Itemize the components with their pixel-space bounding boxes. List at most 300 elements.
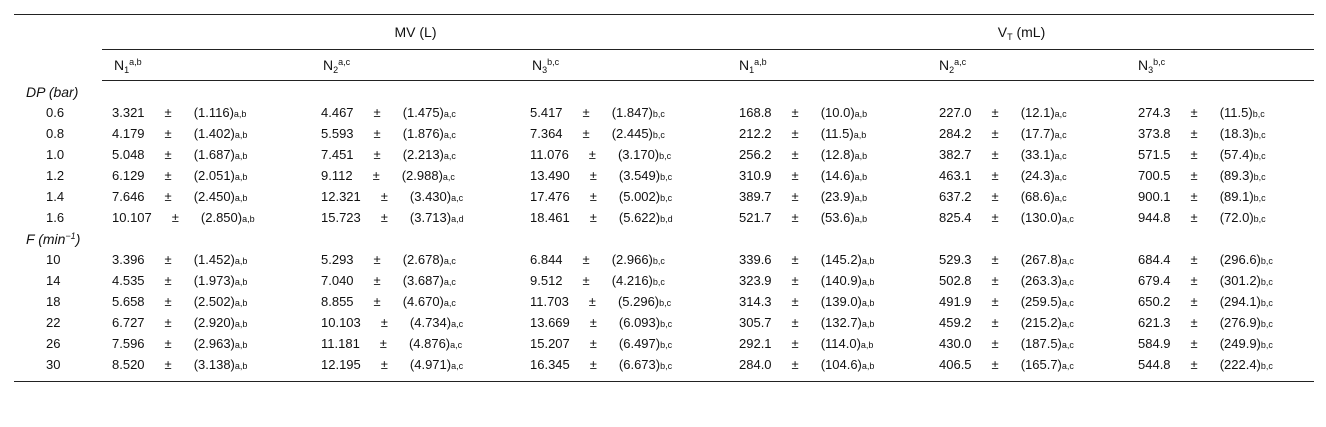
cell-sd: (2.988) (401, 168, 443, 183)
table-cell (929, 354, 1128, 375)
table-cell (311, 102, 520, 123)
cell-mean: 12.321 (321, 189, 361, 204)
cell-sd: (4.971) (409, 357, 452, 372)
plus-minus-sign: ± (791, 273, 799, 288)
cell-mean: 7.596 (112, 336, 145, 351)
table-cell (929, 333, 1128, 354)
cell-sd: (1.876) (402, 126, 444, 141)
section-title-text: DP (bar) (26, 83, 79, 100)
plus-minus-sign: ± (164, 315, 172, 330)
table-cell (1128, 333, 1314, 354)
cell-content: 227.0 ± (12.1) a,c (939, 105, 1067, 120)
cell-mean: 11.076 (530, 147, 569, 162)
plus-minus-sign: ± (791, 168, 799, 183)
table-cell (102, 144, 311, 165)
table-cell (929, 144, 1128, 165)
cell-mean: 8.520 (112, 357, 145, 372)
cell-sd: (140.9) (820, 273, 862, 288)
cell-sd: (10.0) (820, 105, 855, 120)
cell-sd: (1.452) (193, 252, 235, 267)
table-cell (520, 249, 729, 270)
table-cell (102, 333, 311, 354)
cell-mean: 7.364 (530, 126, 563, 141)
cell-sd: (11.5) (1219, 105, 1253, 120)
section-header-row (14, 228, 1314, 249)
cell-mean: 5.593 (321, 126, 354, 141)
plus-minus-sign: ± (1190, 168, 1198, 183)
cell-mean: 284.2 (939, 126, 972, 141)
cell-content: 16.345 ± (6.673) b,c (530, 357, 673, 372)
cell-mean: 13.669 (530, 315, 570, 330)
cell-content: 9.112 ± (2.988) a,c (321, 168, 455, 183)
cell-mean: 544.8 (1138, 357, 1171, 372)
plus-minus-sign: ± (1190, 294, 1198, 309)
cell-mean: 6.844 (530, 252, 563, 267)
table-cell (729, 312, 929, 333)
cell-content: 15.723 ± (3.713) a,d (321, 210, 464, 225)
plus-minus-sign: ± (1190, 105, 1198, 120)
table-cell (520, 270, 729, 291)
plus-minus-sign: ± (380, 357, 388, 372)
cell-mean: 310.9 (739, 168, 772, 183)
cell-content: 15.207 ± (6.497) b,c (530, 336, 673, 351)
table-cell (102, 291, 311, 312)
cell-sd: (5.296) (617, 294, 660, 309)
cell-content: 571.5 ± (57.4) b,c (1138, 147, 1266, 162)
table-cell (929, 312, 1128, 333)
cell-content: 8.520 ± (3.138) a,b (112, 357, 248, 372)
column-header (1128, 50, 1314, 81)
cell-mean: 9.112 (321, 168, 353, 183)
plus-minus-sign: ± (164, 105, 172, 120)
group-header-mv (102, 15, 729, 50)
table-cell (102, 312, 311, 333)
cell-sd: (145.2) (820, 252, 862, 267)
cell-content: 3.321 ± (1.116) a,b (112, 105, 247, 120)
table-cell (929, 165, 1128, 186)
table-body (14, 81, 1314, 382)
cell-sd: (1.475) (402, 105, 444, 120)
cell-content: 3.396 ± (1.452) a,b (112, 252, 248, 267)
cell-content: 621.3 ± (276.9) b,c (1138, 315, 1273, 330)
cell-sd: (3.138) (193, 357, 235, 372)
column-header (929, 50, 1128, 81)
cell-sd: (6.093) (618, 315, 661, 330)
table-cell (729, 291, 929, 312)
cell-mean: 18.461 (530, 210, 570, 225)
cell-sd: (294.1) (1219, 294, 1261, 309)
cell-content: 650.2 ± (294.1) b,c (1138, 294, 1273, 309)
cell-content: 684.4 ± (296.6) b,c (1138, 252, 1273, 267)
cell-sd: (139.0) (820, 294, 862, 309)
cell-sd: (132.7) (820, 315, 862, 330)
cell-sd: (89.1) (1219, 189, 1254, 204)
cell-sd: (2.502) (193, 294, 235, 309)
cell-mean: 502.8 (939, 273, 972, 288)
table-row (14, 312, 1314, 333)
cell-content: 13.490 ± (3.549) b,c (530, 168, 673, 183)
cell-mean: 17.476 (530, 189, 570, 204)
cell-content: 6.727 ± (2.920) a,b (112, 315, 248, 330)
cell-mean: 11.703 (530, 294, 569, 309)
plus-minus-sign: ± (373, 126, 381, 141)
cell-mean: 10.107 (112, 210, 152, 225)
cell-mean: 459.2 (939, 315, 972, 330)
cell-mean: 5.417 (530, 105, 563, 120)
plus-minus-sign: ± (582, 273, 590, 288)
cell-content: 4.467 ± (1.475) a,c (321, 105, 456, 120)
table-cell (102, 102, 311, 123)
cell-content: 323.9 ± (140.9) a,b (739, 273, 875, 288)
plus-minus-sign: ± (582, 252, 590, 267)
cell-content: 11.076 ± (3.170) b,c (530, 147, 672, 162)
cell-content: 6.844 ± (2.966) b,c (530, 252, 665, 267)
plus-minus-sign: ± (791, 252, 799, 267)
table-cell (311, 270, 520, 291)
cell-content: 256.2 ± (12.8) a,b (739, 147, 868, 162)
cell-sd: (1.847) (611, 105, 653, 120)
results-table (14, 14, 1314, 382)
cell-sd: (24.3) (1020, 168, 1055, 183)
table-cell (102, 186, 311, 207)
cell-sd: (2.963) (193, 336, 235, 351)
cell-sd: (1.402) (193, 126, 235, 141)
cell-mean: 3.321 (112, 105, 145, 120)
section-title-superscript: −1 (65, 230, 76, 241)
column-header-row (14, 50, 1314, 81)
cell-sd: (3.170) (617, 147, 660, 162)
cell-mean: 7.451 (321, 147, 354, 162)
cell-content: 584.9 ± (249.9) b,c (1138, 336, 1273, 351)
cell-content: 430.0 ± (187.5) a,c (939, 336, 1074, 351)
cell-sd: (301.2) (1219, 273, 1261, 288)
cell-content: 292.1 ± (114.0) a,b (739, 336, 874, 351)
table-row (14, 102, 1314, 123)
table-cell (520, 165, 729, 186)
table-cell (311, 144, 520, 165)
plus-minus-sign: ± (379, 336, 387, 351)
table-bottom-rule (14, 375, 1314, 382)
bottom-rule-cell (14, 375, 1314, 382)
table-cell (729, 207, 929, 228)
cell-content: 10.103 ± (4.734) a,c (321, 315, 464, 330)
table-cell (729, 354, 929, 375)
table-cell (1128, 186, 1314, 207)
table-cell (729, 123, 929, 144)
cell-content: 6.129 ± (2.051) a,b (112, 168, 248, 183)
cell-content: 11.181 ± (4.876) a,c (321, 336, 463, 351)
cell-sd: (3.713) (409, 210, 452, 225)
plus-minus-sign: ± (372, 168, 380, 183)
cell-sd: (1.116) (193, 105, 234, 120)
cell-content: 389.7 ± (23.9) a,b (739, 189, 868, 204)
cell-sd: (249.9) (1219, 336, 1261, 351)
plus-minus-sign: ± (1190, 189, 1198, 204)
table-cell (929, 123, 1128, 144)
section-title-text: F (min (26, 230, 66, 247)
table-cell (1128, 207, 1314, 228)
table-cell (311, 207, 520, 228)
table-cell (729, 144, 929, 165)
cell-mean: 4.467 (321, 105, 354, 120)
cell-content: 7.364 ± (2.445) b,c (530, 126, 665, 141)
cell-mean: 373.8 (1138, 126, 1171, 141)
table-cell (311, 249, 520, 270)
row-label: 1.2 (46, 168, 65, 183)
table-cell (311, 354, 520, 375)
cell-content: 944.8 ± (72.0) b,c (1138, 210, 1266, 225)
plus-minus-sign: ± (791, 294, 799, 309)
column-header (102, 50, 311, 81)
cell-content: 305.7 ± (132.7) a,b (739, 315, 875, 330)
plus-minus-sign: ± (1190, 273, 1198, 288)
column-header-superscript: a,b (129, 57, 142, 67)
plus-minus-sign: ± (164, 147, 172, 162)
cell-content: 11.703 ± (5.296) b,c (530, 294, 672, 309)
table-cell (311, 123, 520, 144)
cell-mean: 5.658 (112, 294, 145, 309)
column-header-superscript: b,c (547, 57, 560, 67)
cell-sd: (4.876) (408, 336, 451, 351)
table-row (14, 249, 1314, 270)
table-cell (1128, 144, 1314, 165)
row-label: 1.6 (46, 210, 65, 225)
cell-content: 17.476 ± (5.002) b,c (530, 189, 673, 204)
cell-sd: (12.1) (1020, 105, 1055, 120)
column-header-superscript: b,c (1153, 57, 1166, 67)
plus-minus-sign: ± (380, 189, 388, 204)
cell-mean: 3.396 (112, 252, 145, 267)
cell-mean: 168.8 (739, 105, 772, 120)
plus-minus-sign: ± (991, 168, 999, 183)
column-header-subscript: 1 (124, 65, 130, 75)
column-header-symbol: N (532, 57, 543, 73)
plus-minus-sign: ± (1190, 315, 1198, 330)
cell-sd: (263.3) (1020, 273, 1062, 288)
cell-mean: 8.855 (321, 294, 354, 309)
cell-sd: (3.430) (409, 189, 452, 204)
group-header-vt-subscript: T (1007, 32, 1013, 42)
cell-mean: 339.6 (739, 252, 772, 267)
column-header-superscript: a,b (754, 57, 767, 67)
table-row (14, 291, 1314, 312)
cell-content: 18.461 ± (5.622) b,d (530, 210, 673, 225)
cell-content: 7.646 ± (2.450) a,b (112, 189, 248, 204)
column-header-symbol: N (939, 57, 950, 73)
plus-minus-sign: ± (164, 252, 172, 267)
plus-minus-sign: ± (373, 294, 381, 309)
cell-mean: 7.040 (321, 273, 354, 288)
cell-sd: (2.213) (402, 147, 444, 162)
plus-minus-sign: ± (589, 210, 597, 225)
cell-mean: 256.2 (739, 147, 772, 162)
cell-content: 12.321 ± (3.430) a,c (321, 189, 464, 204)
cell-sd: (296.6) (1219, 252, 1261, 267)
plus-minus-sign: ± (791, 147, 799, 162)
plus-minus-sign: ± (373, 147, 381, 162)
plus-minus-sign: ± (791, 105, 799, 120)
table-cell (1128, 123, 1314, 144)
plus-minus-sign: ± (164, 273, 172, 288)
cell-content: 382.7 ± (33.1) a,c (939, 147, 1067, 162)
cell-mean: 12.195 (321, 357, 361, 372)
cell-sd: (3.549) (618, 168, 661, 183)
plus-minus-sign: ± (991, 252, 999, 267)
plus-minus-sign: ± (791, 189, 799, 204)
plus-minus-sign: ± (589, 168, 597, 183)
plus-minus-sign: ± (1190, 252, 1198, 267)
cell-sd: (57.4) (1219, 147, 1254, 162)
row-label: 0.6 (46, 105, 65, 120)
table-cell (1128, 102, 1314, 123)
cell-sd: (6.673) (618, 357, 661, 372)
cell-content: 9.512 ± (4.216) b,c (530, 273, 665, 288)
group-header-vt-unit: (mL) (1012, 24, 1046, 40)
table-cell (311, 291, 520, 312)
plus-minus-sign: ± (588, 147, 596, 162)
cell-content: 168.8 ± (10.0) a,b (739, 105, 868, 120)
cell-mean: 5.293 (321, 252, 354, 267)
table-cell (729, 165, 929, 186)
table-cell (102, 249, 311, 270)
cell-mean: 571.5 (1138, 147, 1171, 162)
section-header-row (14, 81, 1314, 103)
plus-minus-sign: ± (373, 273, 381, 288)
section-title-close: ) (75, 230, 81, 247)
plus-minus-sign: ± (991, 273, 999, 288)
plus-minus-sign: ± (380, 210, 388, 225)
table-cell (520, 207, 729, 228)
table-cell (311, 165, 520, 186)
cell-sd: (11.5) (820, 126, 854, 141)
cell-sd: (276.9) (1219, 315, 1261, 330)
group-header-row (14, 15, 1314, 50)
table-cell (929, 186, 1128, 207)
column-header-subscript: 1 (749, 65, 755, 75)
plus-minus-sign: ± (589, 315, 597, 330)
column-header-subscript: 2 (333, 65, 339, 75)
column-header-symbol: N (323, 57, 334, 73)
plus-minus-sign: ± (791, 315, 799, 330)
section-title (14, 228, 1314, 249)
cell-mean: 13.490 (530, 168, 570, 183)
cell-mean: 7.646 (112, 189, 145, 204)
table-cell (102, 165, 311, 186)
table-cell (1128, 312, 1314, 333)
plus-minus-sign: ± (791, 126, 799, 141)
table-row (14, 354, 1314, 375)
cell-content: 5.417 ± (1.847) b,c (530, 105, 665, 120)
cell-sd: (2.051) (193, 168, 235, 183)
cell-sd: (267.8) (1020, 252, 1062, 267)
row-label: 1.0 (46, 147, 65, 162)
plus-minus-sign: ± (164, 336, 172, 351)
table-cell (520, 312, 729, 333)
column-header-subscript: 3 (542, 65, 548, 75)
cell-sd: (4.734) (409, 315, 452, 330)
row-label: 18 (46, 294, 61, 309)
plus-minus-sign: ± (164, 126, 172, 141)
cell-sd: (17.7) (1020, 126, 1055, 141)
plus-minus-sign: ± (171, 210, 179, 225)
cell-sd: (2.678) (402, 252, 444, 267)
cell-content: 314.3 ± (139.0) a,b (739, 294, 875, 309)
cell-sd: (14.6) (820, 168, 855, 183)
plus-minus-sign: ± (991, 315, 999, 330)
table-cell (520, 333, 729, 354)
cell-mean: 430.0 (939, 336, 972, 351)
cell-mean: 16.345 (530, 357, 570, 372)
column-header (729, 50, 929, 81)
row-label: 30 (46, 357, 61, 372)
column-header-subscript: 2 (949, 65, 955, 75)
table-row (14, 270, 1314, 291)
plus-minus-sign: ± (589, 357, 597, 372)
table-cell (729, 249, 929, 270)
cell-mean: 825.4 (939, 210, 972, 225)
plus-minus-sign: ± (991, 336, 999, 351)
cell-content: 7.040 ± (3.687) a,c (321, 273, 456, 288)
cell-sd: (89.3) (1219, 168, 1254, 183)
cell-mean: 15.723 (321, 210, 361, 225)
plus-minus-sign: ± (991, 189, 999, 204)
table-cell (311, 186, 520, 207)
cell-mean: 529.3 (939, 252, 972, 267)
plus-minus-sign: ± (791, 357, 799, 372)
cell-mean: 10.103 (321, 315, 361, 330)
table-cell (520, 102, 729, 123)
cell-mean: 700.5 (1138, 168, 1171, 183)
cell-mean: 521.7 (739, 210, 772, 225)
column-header-symbol: N (114, 57, 125, 73)
column-header (520, 50, 729, 81)
plus-minus-sign: ± (373, 252, 381, 267)
cell-mean: 900.1 (1138, 189, 1171, 204)
cell-content: 5.293 ± (2.678) a,c (321, 252, 456, 267)
table-row (14, 165, 1314, 186)
row-label: 26 (46, 336, 61, 351)
cell-mean: 5.048 (112, 147, 145, 162)
cell-mean: 621.3 (1138, 315, 1171, 330)
cell-content: 5.593 ± (1.876) a,c (321, 126, 456, 141)
row-label: 0.8 (46, 126, 65, 141)
table-cell (520, 123, 729, 144)
cell-sd: (165.7) (1020, 357, 1062, 372)
cell-sd: (215.2) (1020, 315, 1062, 330)
table-cell (102, 207, 311, 228)
cell-mean: 406.5 (939, 357, 972, 372)
table-row (14, 333, 1314, 354)
plus-minus-sign: ± (373, 105, 381, 120)
cell-sd: (2.850) (200, 210, 243, 225)
plus-minus-sign: ± (791, 210, 799, 225)
cell-mean: 292.1 (739, 336, 772, 351)
cell-sd: (4.670) (402, 294, 444, 309)
group-header-vt (729, 15, 1314, 50)
plus-minus-sign: ± (164, 189, 172, 204)
group-header-mv-label: MV (L) (394, 24, 437, 40)
column-header-subscript: 3 (1148, 65, 1154, 75)
cell-content: 637.2 ± (68.6) a,c (939, 189, 1067, 204)
cell-content: 459.2 ± (215.2) a,c (939, 315, 1074, 330)
cell-content: 10.107 ± (2.850) a,b (112, 210, 255, 225)
cell-content: 373.8 ± (18.3) b,c (1138, 126, 1266, 141)
cell-content: 212.2 ± (11.5) a,b (739, 126, 867, 141)
cell-mean: 227.0 (939, 105, 972, 120)
cell-content: 284.2 ± (17.7) a,c (939, 126, 1067, 141)
plus-minus-sign: ± (991, 105, 999, 120)
table-cell (929, 270, 1128, 291)
